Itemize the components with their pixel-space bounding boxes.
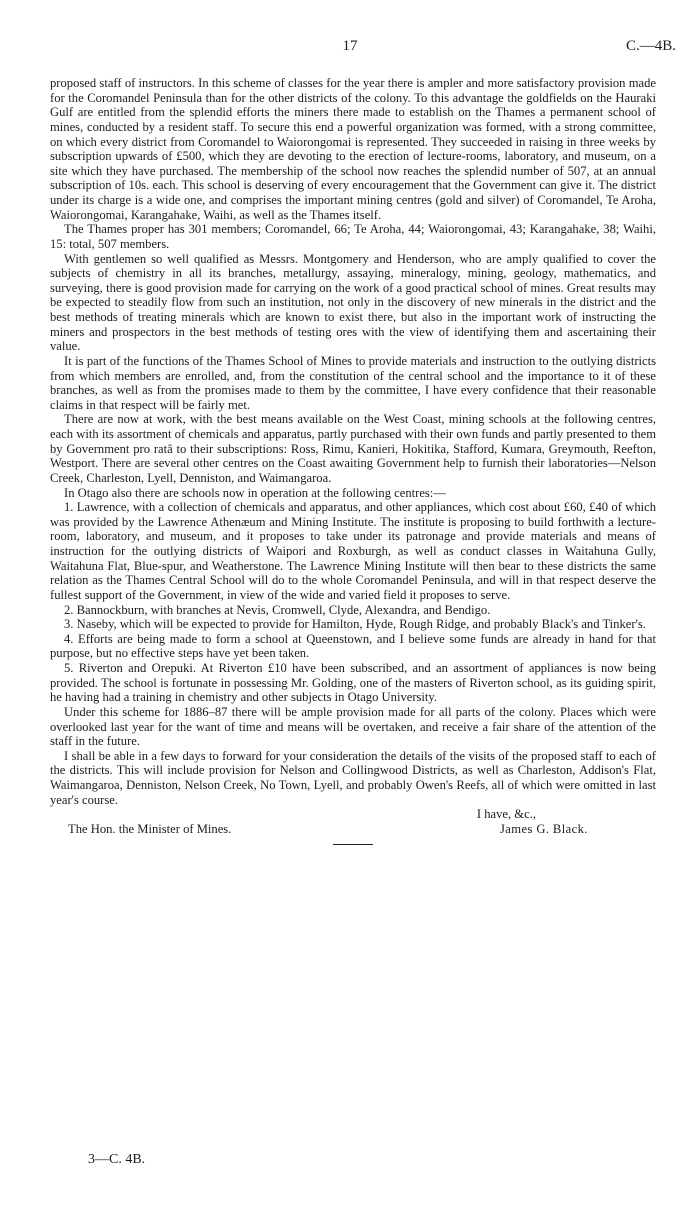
sheet-reference: 3—C. 4B. bbox=[88, 1152, 146, 1167]
list-item-queenstown: 4. Efforts are being made to form a school at Queenstown, and I believe some funds are already in hand for that purpose, but no effective steps have yet been taken. bbox=[50, 631, 656, 661]
regards-line: I have, &c., bbox=[476, 807, 536, 822]
list-item-lawrence: 1. Lawrence, with a collection of chemicals and apparatus, and other appliances, which cost about £60, £40 of which was provided by the Lawrence Athenæum and Mining Institute. The institute is proposing to build forthwith a lecture-room, laboratory, and museum, and it proposes to take under its patronage and provide materials and means of instruction for the outlying districts of Waipori and Roxburgh, as well as conduct classes in Waitahuna Gully, Waitahuna Flat, Blue-spur, and Weatherstone. The Lawrence Mining Institute will then bear to these districts the same relation as the Thames Central School will do to the whole Coromandel Peninsula, and will in that respect deserve the fullest support of the Government, in view of the wide and varied field it proposes to serve. bbox=[50, 500, 656, 602]
list-item-bannockburn: 2. Bannockburn, with branches at Nevis, Cromwell, Clyde, Alexandra, and Bendigo. bbox=[64, 602, 491, 617]
list-item-naseby: 3. Naseby, which will be expected to provide for Hamilton, Hyde, Rough Ridge, and probably Black's and Tinker's. bbox=[64, 617, 646, 632]
signoff-line bbox=[50, 822, 656, 837]
paragraph-staff-provision: proposed staff of instructors. In this scheme of classes for the year there is ampler and more satisfactory provision made for the Coromandel Peninsula than for the other districts of the colony. To this advantage the goldfields on the Hauraki Gulf are entitled from the splendid efforts the miners there made to establish on the Thames a permanent school of mines, conducted by a resident staff. To secure this end a powerful organization was formed, with a strong committee, on which every district from Coromandel to Waiorongomai is represented. They succeeded in raising in three weeks by subscription upwards of £500, which they are devoting to the erection of lecture-rooms, laboratory, and museum, on a site which they have purchased. The membership of the school now reaches the splendid number of 507, at an annual subscription of 10s. each. This school is deserving of every encouragement that the Government can give it. The district under its charge is a wide one, and comprises the important mining centres (gold and silver) of Coromandel, Te Aroha, Waiorongomai, Karangahake, Waihi, as well as the Thames itself. bbox=[50, 76, 656, 222]
document-reference: C.—4B. bbox=[625, 38, 676, 54]
paragraph-west-coast: There are now at work, with the best means available on the West Coast, mining schools at the following centres, each with its assortment of chemicals and apparatus, partly purchased with their own funds and partly presented to them by Government pro ratâ to their subscriptions: Ross, Rimu, Kanieri, Hokitika, Stafford, Kumara, Greymouth, Reefton, Westport. There are several other centres on the Coast awaiting Government help to furnish their laboratories—Nelson Creek, Charleston, Lyell, Denniston, and Waimangaroa. bbox=[50, 412, 656, 485]
body-text bbox=[50, 76, 656, 845]
closing-rule bbox=[333, 844, 373, 845]
paragraph-scheme-1886: Under this scheme for 1886–87 there will be ample provision made for all parts of the colony. Places which were overlooked last year for the want of time and means will be overtaken, and receive a fair share of the attention of the staff in the future. bbox=[50, 704, 656, 749]
paragraph-instructors: With gentlemen so well qualified as Messrs. Montgomery and Henderson, who are amply qualified to cover the subjects of chemistry in all its branches, metallurgy, assaying, mineralogy, mining, geology, mathematics, and surveying, there is good provision made for carrying on the work of a good practical school of mines. Great results may be expected to steadily flow from such an institution, not only in the discovery of new minerals in the district and the best methods of treating minerals which are known to exist there, but also in the important work of instructing the miners and prospectors in the best methods of testing ores with the view of identifying them and ascertaining their value. bbox=[50, 251, 656, 354]
paragraph-otago-intro: In Otago also there are schools now in operation at the following centres:— bbox=[64, 485, 446, 500]
paragraph-thames-membership: The Thames proper has 301 members; Coromandel, 66; Te Aroha, 44; Waiorongomai, 43; Karangahake, 38; Waihi, 15: total, 507 members. bbox=[50, 222, 656, 251]
paragraph-thames-functions: It is part of the functions of the Thames School of Mines to provide materials and instruction to the outlying districts from which members are enrolled, and, from the constitution of the central school and the importance to it of these branches, as well as from the promises made to them by the committee, I have every confidence that their reasonable claims in that respect will be fairly met. bbox=[50, 353, 656, 412]
paragraph-visits: I shall be able in a few days to forward for your consideration the details of the visits of the proposed staff to each of the districts. This will include provision for Nelson and Collingwood Districts, as well as Charleston, Addison's Flat, Waimangaroa, Denniston, Nelson Creek, No Town, Lyell, and probably Owen's Reefs, all of which were omitted in last year's course. bbox=[50, 748, 656, 807]
signature: James G. Black. bbox=[500, 821, 588, 836]
list-item-riverton: 5. Riverton and Orepuki. At Riverton £10 have been subscribed, and an assortment of appliances is now being provided. The school is fortunate in possessing Mr. Golding, one of the masters of Riverton school, as its guiding spirit, he having had a training in chemistry and other subjects in Otago University. bbox=[50, 661, 656, 705]
page-number: 17 bbox=[342, 38, 358, 54]
addressee: The Hon. the Minister of Mines. bbox=[68, 821, 232, 836]
